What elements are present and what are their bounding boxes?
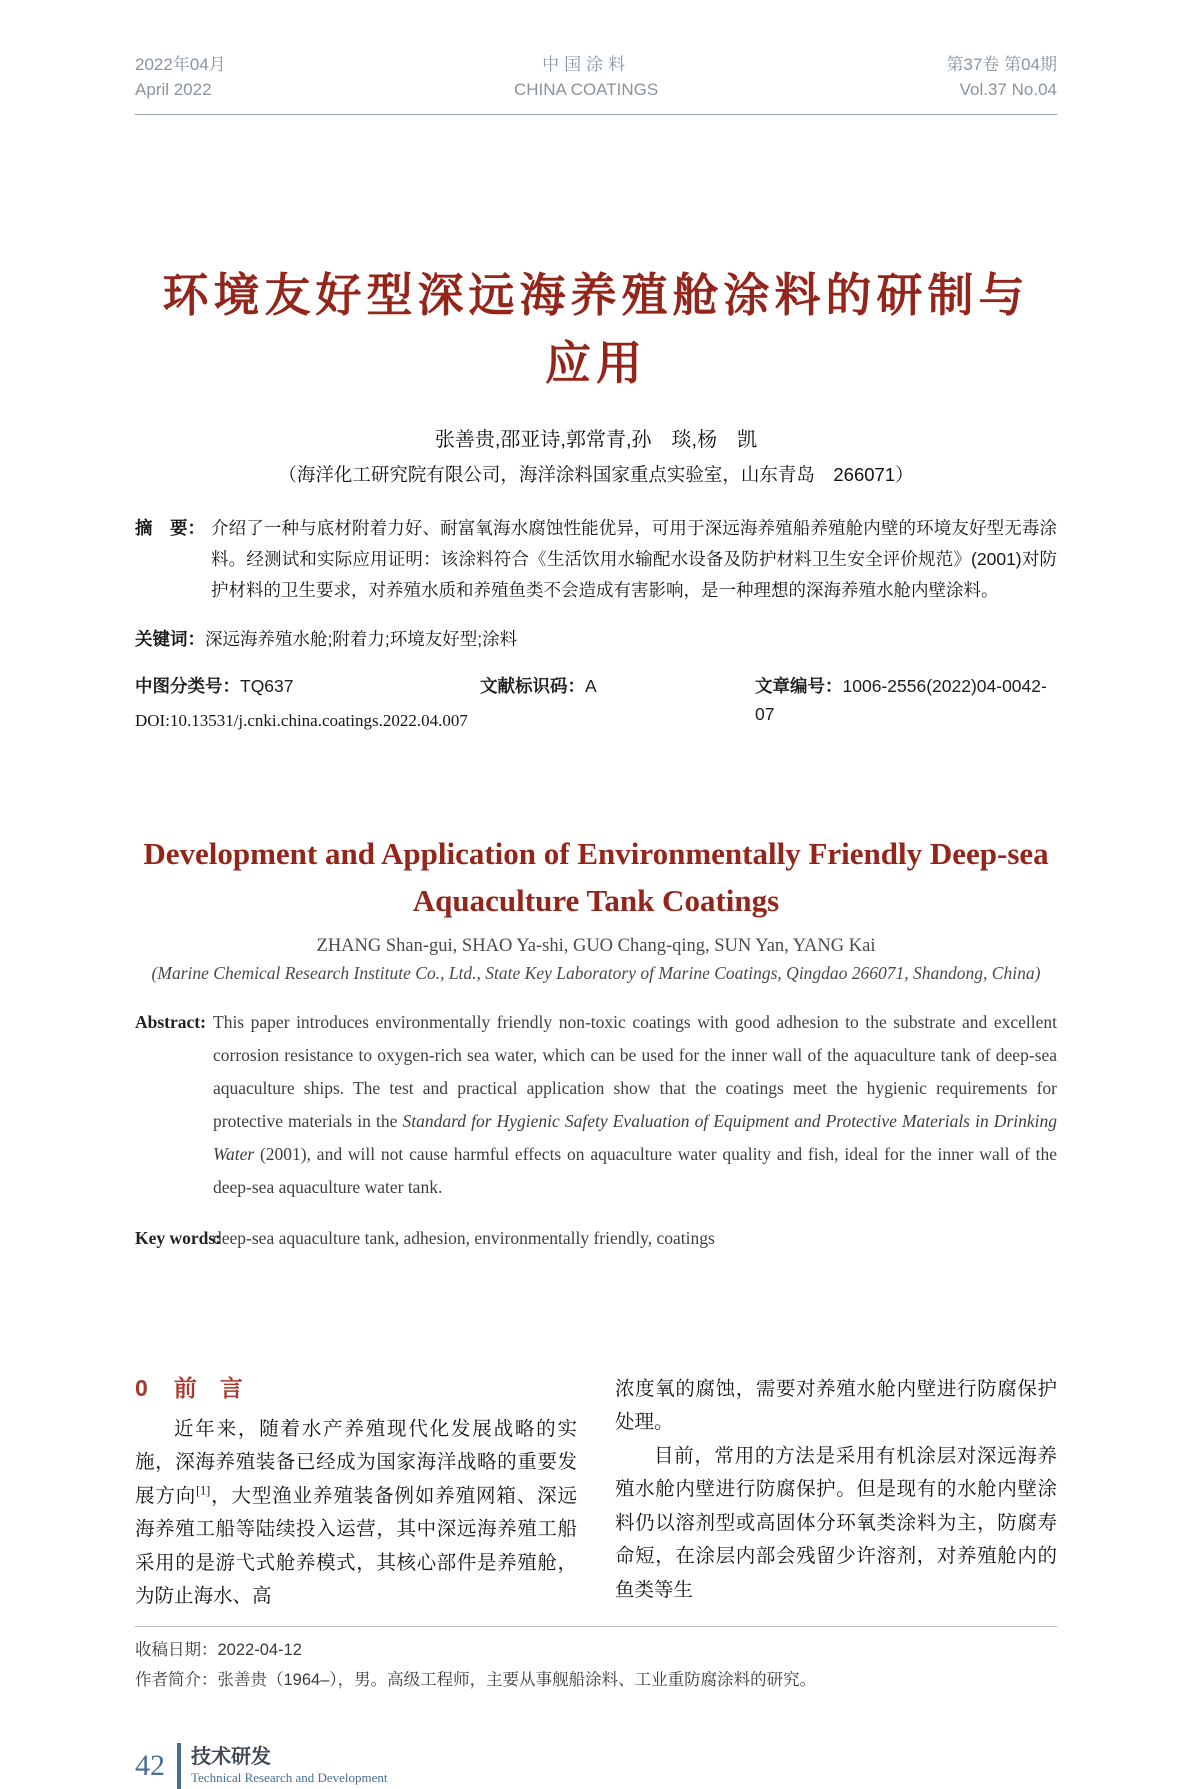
issue-date-zh: 2022年04月	[135, 55, 226, 74]
paragraph-intro	[135, 1413, 577, 1614]
clc-value: TQ637	[240, 676, 294, 696]
abstract-zh	[135, 513, 1057, 606]
volume-issue-zh: 第37卷 第04期	[946, 55, 1057, 74]
article-id	[755, 672, 1057, 728]
journal-name-en: CHINA COATINGS	[513, 80, 659, 99]
journal-header	[135, 0, 1057, 115]
header-journal-name	[514, 52, 658, 102]
author-bio-text: 张善贵（1964–），男。高级工程师，主要从事舰船涂料、工业重防腐涂料的研究。	[217, 1670, 817, 1689]
doi: DOI:10.13531/j.cnki.china.coatings.2022.04.007	[135, 711, 468, 730]
footnote-divider	[135, 1626, 1057, 1627]
keywords-zh-label: 关键词：	[135, 628, 205, 649]
paragraph-continuation: 浓度氧的腐蚀，需要对养殖水舱内壁进行防腐保护处理。	[615, 1378, 1057, 1433]
clc-label: 中图分类号：	[135, 676, 240, 696]
received-date-line	[135, 1635, 1057, 1665]
abstract-en-standard-title: Standard for Hygienic Safety Evaluation of Equipment and Protective Materials in Drinking Water	[213, 1111, 1057, 1164]
affiliation-en: (Marine Chemical Research Institute Co., Ltd., State Key Laboratory of Marine Coatings, Qingdao 266071, Shandong, China)	[151, 963, 1041, 983]
keywords-en-label: Key words:	[135, 1227, 222, 1248]
paragraph-current-methods: 目前，常用的方法是采用有机涂层对深远海养殖水舱内壁进行防腐保护。但是现有的水舱内壁涂料仍以溶剂型或高固体分环氧类涂料为主，防腐寿命短，在涂层内部会残留少许溶剂，对养殖舱内的鱼类等生	[615, 1445, 1057, 1601]
abstract-zh-label: 摘 要：	[135, 518, 205, 538]
footer-divider-bar	[177, 1743, 181, 1789]
footer-column-name	[191, 1745, 388, 1787]
body-left-column	[135, 1373, 577, 1614]
keywords-en-text: deep-sea aquaculture tank, adhesion, environmentally friendly, coatings	[213, 1227, 715, 1248]
authors-en: ZHANG Shan-gui, SHAO Ya-shi, GUO Chang-qing, SUN Yan, YANG Kai	[316, 936, 876, 956]
document-code	[480, 672, 597, 700]
article-id-label: 文章编号：	[755, 676, 843, 696]
volume-issue-en: Vol.37 No.04	[959, 80, 1057, 99]
header-issue-date	[135, 52, 226, 102]
document-code-label: 文献标识码：	[480, 676, 585, 696]
abstract-en-part1: This paper introduces environmentally friendly non-toxic coatings with good adhesion to the substrate and excellent corrosion resistance to oxygen-rich sea water, which can be used for the inner wall of the aquaculture tank of deep-sea aquaculture ships. The test and practical application show that the coatings meet the hygienic requirements for protective materials in the	[213, 1012, 1057, 1131]
issue-date-en: April 2022	[135, 80, 212, 99]
article-title-en: Development and Application of Environmentally Friendly Deep-sea Aquaculture Tank Coatings	[143, 836, 1049, 918]
journal-name-zh: 中国涂料	[542, 55, 631, 74]
page-content	[135, 0, 1057, 1789]
clc-number	[135, 672, 294, 700]
paragraph-intro-text-b: ，大型渔业养殖装备例如养殖网箱、深远海养殖工船等陆续投入运营，其中深远海养殖工船采用的是游弋式舱养模式，其核心部件是养殖舱，为防止海水、高	[135, 1485, 577, 1607]
section-0-title: 前 言	[173, 1374, 243, 1401]
received-date-label: 收稿日期：	[135, 1640, 218, 1659]
keywords-zh	[135, 624, 1057, 655]
authors-zh: 张善贵,邵亚诗,郭常青,孙 琰,杨 凯	[434, 429, 758, 451]
citation-ref-1: [1]	[196, 1483, 211, 1497]
footnotes	[135, 1635, 1057, 1695]
keywords-zh-text: 深远海养殖水舱;附着力;环境友好型;涂料	[205, 628, 518, 649]
affiliation-zh: （海洋化工研究院有限公司，海洋涂料国家重点实验室，山东青岛 266071）	[278, 464, 914, 485]
abstract-zh-text: 介绍了一种与底材附着力好、耐富氧海水腐蚀性能优异，可用于深远海养殖船养殖舱内壁的环境友好型无毒涂料。经测试和实际应用证明：该涂料符合《生活饮用水输配水设备及防护材料卫生安全评价规范》(2001)对防护材料的卫生要求，对养殖水质和养殖鱼类不会造成有害影响，是一种理想的深海养殖水舱内壁涂料。	[211, 518, 1057, 600]
document-code-value: A	[585, 676, 597, 696]
abstract-en	[135, 1006, 1057, 1204]
page-number: 42	[135, 1748, 165, 1782]
footer-column-zh: 技术研发	[191, 1745, 271, 1768]
section-0-number: 0	[135, 1374, 148, 1401]
author-bio-label: 作者简介：	[135, 1670, 218, 1689]
paragraph-intro-text-a: 近年来，随着水产养殖现代化发展战略的实施，深海养殖装备已经成为国家海洋战略的重要发展方向	[135, 1418, 577, 1507]
footer-column-en: Technical Research and Development	[191, 1769, 388, 1785]
section-0-heading	[135, 1373, 577, 1403]
abstract-en-label: Abstract:	[135, 1012, 206, 1032]
received-date-value: 2022-04-12	[217, 1640, 302, 1659]
keywords-en	[135, 1222, 1057, 1255]
page-footer	[135, 1743, 1057, 1789]
author-bio-line	[135, 1665, 1057, 1695]
header-volume-info	[946, 52, 1057, 102]
body-right-column	[615, 1373, 1057, 1614]
body-columns	[135, 1373, 1057, 1614]
article-id-value: 1006-2556(2022)04-0042-07	[755, 676, 1047, 724]
article-title-zh: 环境友好型深远海养殖舱涂料的研制与应用	[162, 269, 1030, 389]
abstract-en-part2: (2001), and will not cause harmful effects on aquaculture water quality and fish, ideal for the inner wall of the deep-sea aquaculture water tank.	[213, 1144, 1057, 1197]
